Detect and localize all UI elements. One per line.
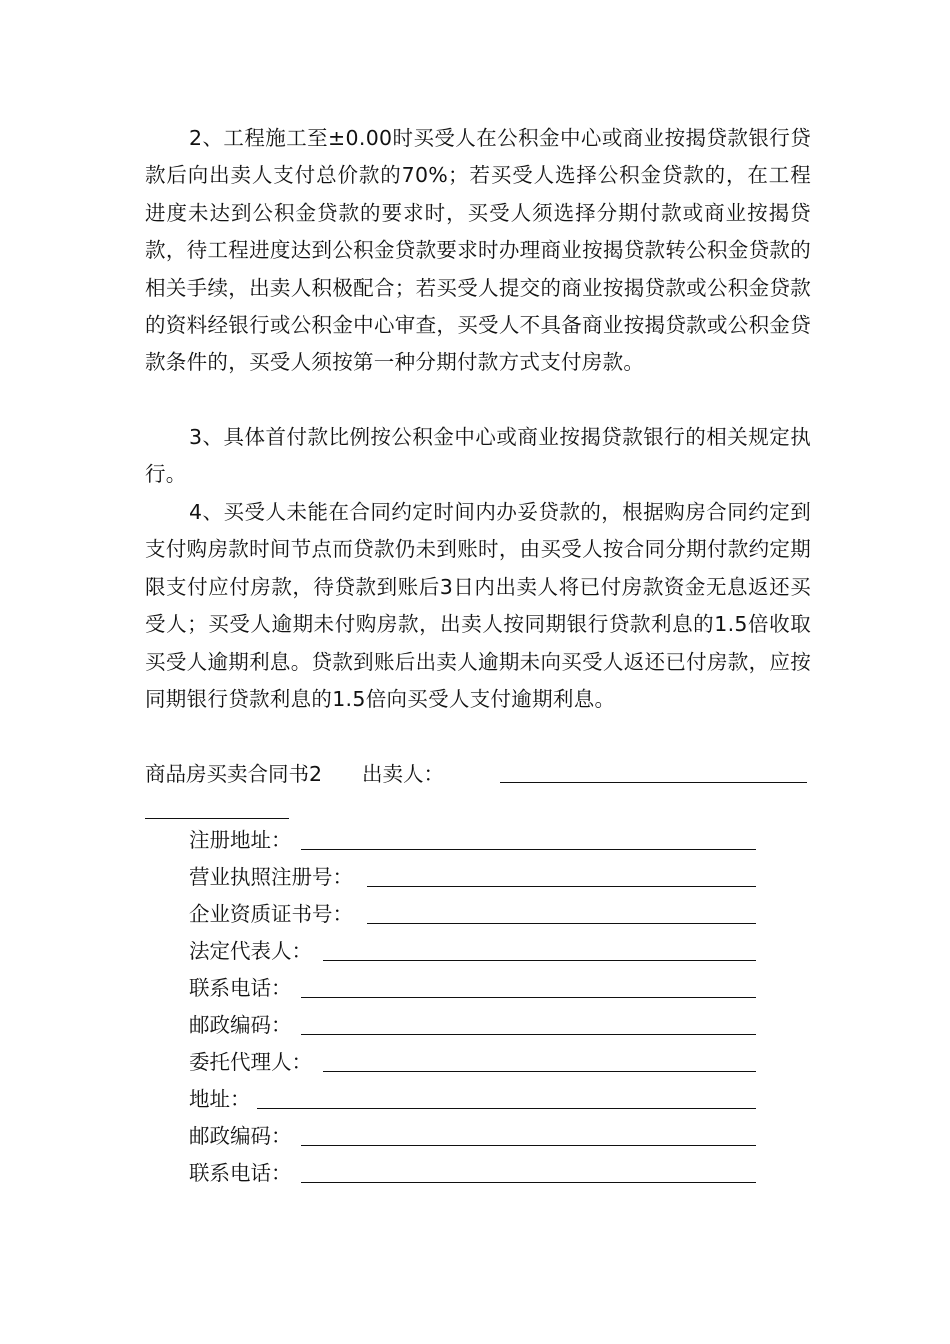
- seller-blank-line-continued: [145, 818, 289, 819]
- field-label: 地址：: [189, 1087, 251, 1111]
- field-contact-phone: [189, 970, 292, 1007]
- field-label: 法定代表人：: [189, 939, 312, 963]
- contract-title-line: [145, 756, 811, 793]
- field-authorized-agent: [189, 1044, 312, 1081]
- field-label: 委托代理人：: [189, 1050, 312, 1074]
- field-label: 企业资质证书号：: [189, 902, 353, 926]
- field-registered-address: [189, 822, 292, 859]
- field-blank-line: [301, 1182, 756, 1183]
- field-contact-phone-2: [189, 1155, 292, 1192]
- field-blank-line: [301, 997, 756, 998]
- field-blank-line: [323, 960, 756, 961]
- field-label: 联系电话：: [189, 976, 292, 1000]
- clause-3-paragraph: 3、具体首付款比例按公积金中心或商业按揭贷款银行的相关规定执行。: [145, 425, 811, 487]
- field-business-license-no: [189, 859, 353, 896]
- field-postal-code-2: [189, 1118, 292, 1155]
- field-qualification-cert-no: [189, 896, 353, 933]
- clause-2-paragraph: 2、工程施工至±0.00时买受人在公积金中心或商业按揭贷款银行贷款后向出卖人支付总价款的70%；若买受人选择公积金贷款的，在工程进度未达到公积金贷款的要求时，买受人须选择分期付款或商业按揭贷款，待工程进度达到公积金贷款要求时办理商业按揭贷款转公积金贷款的相关手续，出卖人积极配合；若买受人提交的商业按揭贷款或公积金贷款的资料经银行或公积金中心审查，买受人不具备商业按揭贷款或公积金贷款条件的，买受人须按第一种分期付款方式支付房款。: [145, 126, 811, 375]
- field-blank-line: [367, 923, 756, 924]
- contract-title: 商品房买卖合同书2: [145, 762, 323, 786]
- field-blank-line: [301, 1034, 756, 1035]
- clause-4-paragraph: 4、买受人未能在合同约定时间内办妥贷款的，根据购房合同约定到支付购房款时间节点而贷款仍未到账时，由买受人按合同分期付款约定期限支付应付房款，待贷款到账后3日内出卖人将已付房款资金无息返还买受人；买受人逾期未付购房款，出卖人按同期银行贷款利息的1.5倍收取买受人逾期利息。贷款到账后出卖人逾期未向买受人返还已付房款，应按同期银行贷款利息的1.5倍向买受人支付逾期利息。: [145, 500, 811, 712]
- field-address: [189, 1081, 251, 1118]
- field-blank-line: [257, 1108, 756, 1109]
- field-label: 注册地址：: [189, 828, 292, 852]
- field-postal-code: [189, 1007, 292, 1044]
- seller-label: 出卖人：: [362, 762, 445, 786]
- field-blank-line: [301, 849, 756, 850]
- seller-blank-line: [500, 782, 807, 783]
- field-blank-line: [323, 1071, 756, 1072]
- field-label: 邮政编码：: [189, 1013, 292, 1037]
- field-label: 邮政编码：: [189, 1124, 292, 1148]
- field-blank-line: [301, 1145, 756, 1146]
- field-blank-line: [367, 886, 756, 887]
- field-label: 联系电话：: [189, 1161, 292, 1185]
- field-label: 营业执照注册号：: [189, 865, 353, 889]
- field-legal-representative: [189, 933, 312, 970]
